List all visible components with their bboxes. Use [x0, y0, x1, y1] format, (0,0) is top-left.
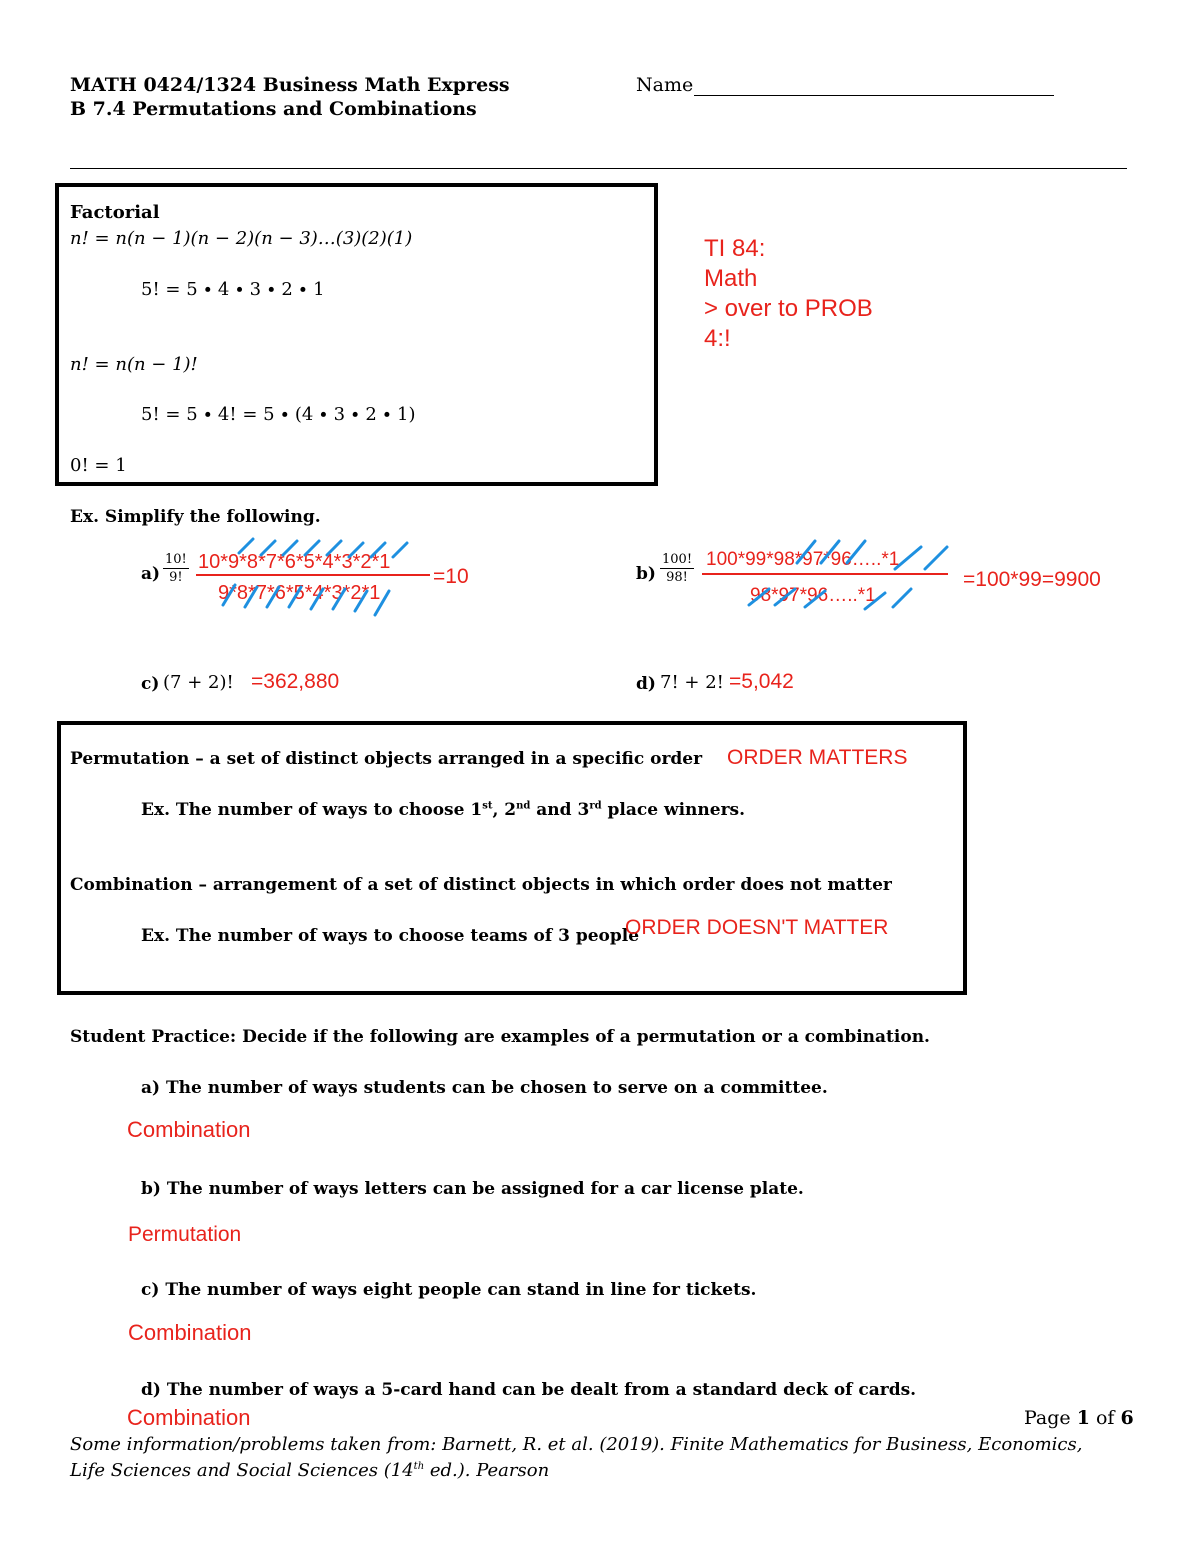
page-current: 1 — [1076, 1407, 1090, 1429]
ti84-line2: Math — [704, 265, 758, 292]
ti84-line4: 4:! — [704, 325, 731, 352]
problem-b-fraction — [660, 553, 694, 584]
citation-line-2 — [70, 1460, 549, 1481]
problem-a-hw-denominator: 9*8*7*6*5*4*3*2*1 — [218, 582, 381, 604]
problem-a-denominator: 9! — [169, 570, 183, 585]
factorial-formula: n! = n(n − 1)(n − 2)(n − 3)…(3)(2)(1) — [70, 228, 413, 249]
page-pre: Page — [1024, 1407, 1077, 1429]
problem-c-label: c) — [141, 674, 160, 694]
page-number — [1024, 1407, 1134, 1429]
permutation-definition — [70, 749, 702, 769]
problem-b-label: b) — [636, 564, 656, 584]
problem-b-hw-numerator: 100*99*98*97*96…..*1 — [706, 549, 900, 570]
page-total: 6 — [1120, 1407, 1134, 1429]
perm-ex-part-d: place winners. — [601, 800, 746, 820]
name-label: Name — [636, 74, 694, 96]
course-title: MATH 0424/1324 Business Math Express — [70, 74, 510, 96]
header-divider — [70, 168, 1127, 169]
practice-question-b: b) The number of ways letters can be assigned for a car license plate. — [141, 1179, 804, 1199]
factorial-example: 5! = 5 ∙ 4 ∙ 3 ∙ 2 ∙ 1 — [141, 279, 325, 300]
problem-d-expression: 7! + 2! — [660, 672, 724, 693]
perm-ex-part-b: , 2 — [492, 800, 517, 820]
problem-a-label: a) — [141, 564, 161, 584]
combination-term: Combination — [70, 875, 193, 895]
problem-c-expression: (7 + 2)! — [163, 672, 234, 693]
practice-answer-b: Permutation — [128, 1223, 242, 1246]
ti84-line1: TI 84: — [704, 235, 766, 262]
practice-question-d: d) The number of ways a 5-card hand can be dealt from a standard deck of cards. — [141, 1380, 917, 1400]
cancel-marks-a — [215, 535, 415, 620]
problem-a-fraction — [163, 553, 189, 584]
name-field-line[interactable] — [694, 95, 1054, 96]
citation-line-1: Some information/problems taken from: Barnett, R. et al. (2019). Finite Mathematics for Business, Economics, — [70, 1434, 1083, 1455]
permutation-example — [141, 800, 745, 820]
practice-answer-d: Combination — [127, 1405, 251, 1430]
factorial-title: Factorial — [70, 202, 160, 223]
practice-answer-c: Combination — [128, 1320, 252, 1345]
factorial-recursive-example: 5! = 5 ∙ 4! = 5 ∙ (4 ∙ 3 ∙ 2 ∙ 1) — [141, 404, 416, 425]
ti84-line3: > over to PROB — [704, 295, 873, 322]
order-matters-note: ORDER MATTERS — [727, 746, 908, 769]
citation-sup: th — [413, 1461, 425, 1472]
combination-definition-text: – arrangement of a set of distinct objects in which order does not matter — [192, 875, 892, 895]
ti84-note — [704, 234, 873, 354]
section-title: B 7.4 Permutations and Combinations — [70, 98, 477, 120]
citation-2b: ed.). Pearson — [424, 1460, 550, 1481]
perm-ex-sup2: nd — [516, 800, 531, 812]
factorial-recursive-formula: n! = n(n − 1)! — [70, 354, 198, 375]
practice-answer-a: Combination — [127, 1117, 251, 1142]
problem-b-denominator: 98! — [666, 570, 688, 585]
practice-question-a: a) The number of ways students can be chosen to serve on a committee. — [141, 1078, 828, 1098]
problem-d-hw-result: =5,042 — [729, 670, 794, 693]
cancel-marks-b — [745, 535, 955, 615]
perm-ex-part-a: Ex. The number of ways to choose 1 — [141, 800, 483, 820]
combination-example: Ex. The number of ways to choose teams of 3 people — [141, 926, 640, 946]
problem-b-hw-result: =100*99=9900 — [963, 568, 1101, 591]
problem-c-hw-result: =362,880 — [251, 670, 340, 693]
problem-a-hw-result: =10 — [433, 565, 469, 588]
zero-factorial: 0! = 1 — [70, 455, 127, 476]
permutation-definition-text: – a set of distinct objects arranged in a specific order — [189, 749, 703, 769]
perm-ex-sup3: rd — [589, 800, 602, 812]
page-mid: of — [1089, 1407, 1121, 1429]
simplify-heading: Ex. Simplify the following. — [70, 507, 321, 527]
citation-2a: Life Sciences and Social Sciences (14 — [70, 1460, 414, 1481]
problem-b-hw-denominator: 98*97*96…..*1 — [750, 585, 876, 606]
permutation-term: Permutation — [70, 749, 190, 769]
problem-a-numerator: 10! — [165, 552, 187, 567]
perm-ex-part-c: and 3 — [530, 800, 590, 820]
practice-question-c: c) The number of ways eight people can stand in line for tickets. — [141, 1280, 757, 1300]
perm-ex-sup1: st — [482, 800, 493, 812]
problem-a-hw-numerator: 10*9*8*7*6*5*4*3*2*1 — [198, 551, 391, 573]
order-doesnt-matter-note: ORDER DOESN'T MATTER — [625, 916, 889, 939]
problem-d-label: d) — [636, 674, 656, 694]
combination-definition — [70, 875, 892, 895]
problem-b-numerator: 100! — [662, 552, 693, 567]
practice-heading: Student Practice: Decide if the following are examples of a permutation or a combination. — [70, 1027, 930, 1047]
